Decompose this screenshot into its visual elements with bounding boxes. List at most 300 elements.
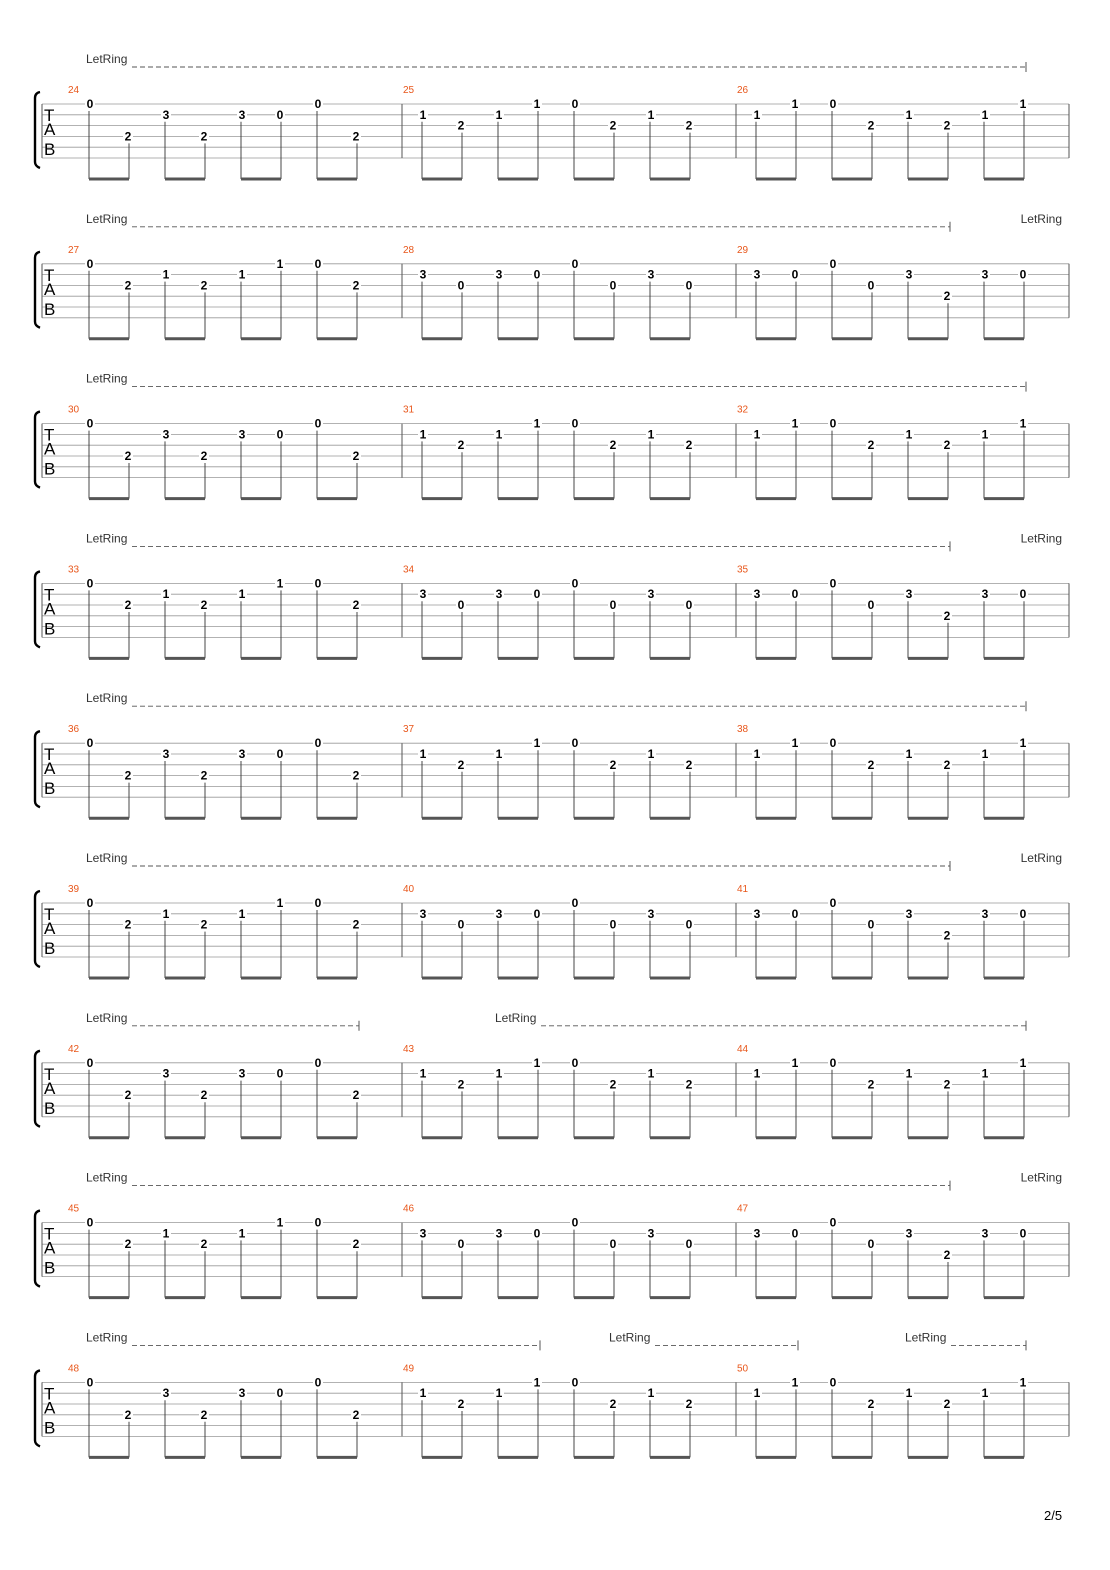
tab-clef-letter: B xyxy=(44,459,56,479)
fret-number: 0 xyxy=(276,1386,284,1401)
bracket xyxy=(35,1051,40,1127)
fret-number: 2 xyxy=(609,118,617,133)
fret-number: 3 xyxy=(647,267,655,282)
let-ring-label: LetRing xyxy=(86,211,128,226)
fret-number: 1 xyxy=(1019,97,1027,111)
measure-number: 25 xyxy=(403,85,415,96)
fret-number: 2 xyxy=(457,1077,465,1092)
fret-number: 0 xyxy=(791,587,799,602)
fret-number: 1 xyxy=(419,107,427,122)
fret-number: 3 xyxy=(647,1226,655,1241)
let-ring-label: LetRing xyxy=(86,1010,128,1025)
fret-number: 0 xyxy=(829,576,837,591)
bracket xyxy=(35,891,40,967)
fret-number: 2 xyxy=(685,1077,693,1092)
fret-number: 1 xyxy=(647,1066,655,1081)
fret-number: 0 xyxy=(86,1375,94,1390)
tab-clef-letter: T xyxy=(44,1224,55,1244)
fret-number: 3 xyxy=(162,107,170,122)
fret-number: 1 xyxy=(647,427,655,442)
tab-system xyxy=(35,1011,1069,1138)
fret-number: 3 xyxy=(647,906,655,921)
tab-clef-letter: B xyxy=(44,619,56,639)
fret-number: 2 xyxy=(352,449,360,463)
tab-system xyxy=(35,851,1069,978)
fret-number: 3 xyxy=(981,906,989,921)
fret-number: 1 xyxy=(647,1386,655,1401)
fret-number: 0 xyxy=(685,917,693,932)
bracket xyxy=(35,1211,40,1287)
fret-number: 1 xyxy=(1019,1055,1027,1070)
measure-number: 31 xyxy=(403,404,415,416)
fret-number: 2 xyxy=(943,1248,951,1262)
let-ring-label: LetRing xyxy=(86,531,128,546)
fret-number: 2 xyxy=(609,438,617,453)
fret-number: 0 xyxy=(609,598,617,612)
fret-number: 0 xyxy=(571,736,579,751)
fret-number: 0 xyxy=(1019,1226,1027,1241)
fret-number: 0 xyxy=(829,896,837,910)
fret-number: 3 xyxy=(162,1066,170,1081)
fret-number: 1 xyxy=(419,1066,427,1081)
measure-number: 33 xyxy=(68,564,80,576)
fret-number: 1 xyxy=(495,1066,503,1081)
fret-number: 0 xyxy=(276,747,284,761)
fret-number: 1 xyxy=(753,107,761,122)
fret-number: 0 xyxy=(314,1215,322,1230)
fret-number: 0 xyxy=(571,416,579,431)
fret-number: 0 xyxy=(571,576,579,591)
measure-number: 39 xyxy=(68,884,80,895)
fret-number: 1 xyxy=(753,427,761,442)
fret-number: 0 xyxy=(86,896,94,910)
fret-number: 2 xyxy=(609,757,617,772)
fret-number: 1 xyxy=(905,1066,913,1081)
fret-number: 2 xyxy=(352,917,360,932)
tab-clef-letter: T xyxy=(44,265,55,285)
fret-number: 0 xyxy=(571,1215,579,1230)
fret-number: 2 xyxy=(457,438,465,453)
measure-number: 42 xyxy=(68,1043,80,1055)
fret-number: 2 xyxy=(943,928,951,943)
fret-number: 2 xyxy=(609,1397,617,1411)
fret-number: 0 xyxy=(685,598,693,612)
fret-number: 0 xyxy=(829,1375,837,1390)
fret-number: 3 xyxy=(238,747,246,761)
fret-number: 1 xyxy=(905,1386,913,1401)
fret-number: 1 xyxy=(791,736,799,751)
fret-number: 3 xyxy=(238,107,246,122)
fret-number: 1 xyxy=(276,576,284,591)
tab-clef-letter: B xyxy=(44,779,56,799)
fret-number: 0 xyxy=(1019,906,1027,921)
fret-number: 0 xyxy=(867,917,875,932)
fret-number: 1 xyxy=(753,747,761,761)
fret-number: 2 xyxy=(457,118,465,133)
tab-clef-letter: A xyxy=(44,1078,56,1098)
fret-number: 1 xyxy=(1019,1375,1027,1390)
fret-number: 2 xyxy=(200,917,208,932)
let-ring-label: LetRing xyxy=(86,691,128,706)
fret-number: 2 xyxy=(124,129,132,144)
fret-number: 0 xyxy=(457,1237,465,1252)
measure-number: 36 xyxy=(68,724,80,736)
fret-number: 2 xyxy=(124,449,132,463)
tab-clef-letter: T xyxy=(44,585,55,605)
fret-number: 1 xyxy=(791,1055,799,1070)
let-ring-label: LetRing xyxy=(609,1330,651,1345)
let-ring-label: LetRing xyxy=(1020,1170,1062,1185)
fret-number: 2 xyxy=(200,768,208,783)
fret-number: 2 xyxy=(124,1407,132,1422)
fret-number: 2 xyxy=(200,129,208,144)
fret-number: 3 xyxy=(495,1226,503,1241)
fret-number: 1 xyxy=(238,587,246,602)
fret-number: 3 xyxy=(238,427,246,442)
tab-clef-letter: T xyxy=(44,106,55,125)
fret-number: 0 xyxy=(314,256,322,271)
fret-number: 3 xyxy=(905,587,913,602)
measure-number: 24 xyxy=(68,85,80,96)
tab-system xyxy=(35,531,1069,658)
fret-number: 3 xyxy=(495,267,503,282)
fret-number: 0 xyxy=(571,97,579,111)
bracket xyxy=(35,731,40,807)
fret-number: 0 xyxy=(829,97,837,111)
fret-number: 0 xyxy=(314,97,322,111)
tab-clef-letter: B xyxy=(44,140,56,159)
fret-number: 2 xyxy=(867,1077,875,1092)
fret-number: 0 xyxy=(533,267,541,282)
fret-number: 3 xyxy=(419,587,427,602)
measure-number: 49 xyxy=(403,1363,415,1375)
fret-number: 2 xyxy=(867,757,875,772)
fret-number: 2 xyxy=(124,1237,132,1252)
fret-number: 2 xyxy=(124,917,132,932)
fret-number: 2 xyxy=(200,1237,208,1252)
fret-number: 2 xyxy=(124,598,132,612)
fret-number: 2 xyxy=(124,278,132,293)
fret-number: 1 xyxy=(981,107,989,122)
fret-number: 1 xyxy=(419,747,427,761)
fret-number: 0 xyxy=(571,1055,579,1070)
let-ring-label: LetRing xyxy=(86,52,128,66)
fret-number: 2 xyxy=(352,278,360,293)
let-ring-label: LetRing xyxy=(1020,851,1062,865)
fret-number: 0 xyxy=(86,576,94,591)
tab-clef-letter: A xyxy=(44,439,56,459)
fret-number: 0 xyxy=(867,598,875,612)
tab-clef-letter: A xyxy=(44,599,56,619)
measure-number: 26 xyxy=(737,85,749,96)
fret-number: 1 xyxy=(419,1386,427,1401)
fret-number: 2 xyxy=(943,289,951,304)
fret-number: 1 xyxy=(419,427,427,442)
fret-number: 1 xyxy=(495,107,503,122)
fret-number: 3 xyxy=(162,427,170,442)
let-ring-label: LetRing xyxy=(1020,531,1062,546)
fret-number: 1 xyxy=(1019,736,1027,751)
measure-number: 30 xyxy=(68,404,80,416)
measure-number: 48 xyxy=(68,1363,80,1375)
tab-clef-letter: B xyxy=(44,299,56,319)
fret-number: 1 xyxy=(238,1226,246,1241)
fret-number: 0 xyxy=(276,427,284,442)
tab-clef-letter: T xyxy=(44,425,55,445)
fret-number: 2 xyxy=(685,1397,693,1411)
fret-number: 1 xyxy=(1019,416,1027,431)
fret-number: 0 xyxy=(314,736,322,751)
fret-number: 2 xyxy=(943,438,951,453)
fret-number: 1 xyxy=(791,416,799,431)
tab-clef-letter: B xyxy=(44,1258,56,1278)
fret-number: 1 xyxy=(981,1386,989,1401)
let-ring-label: LetRing xyxy=(905,1330,947,1345)
fret-number: 2 xyxy=(457,1397,465,1411)
measure-number: 41 xyxy=(737,884,749,895)
fret-number: 3 xyxy=(495,906,503,921)
fret-number: 1 xyxy=(981,747,989,761)
let-ring-label: LetRing xyxy=(1020,211,1062,226)
fret-number: 2 xyxy=(685,118,693,133)
fret-number: 0 xyxy=(314,576,322,591)
fret-number: 1 xyxy=(533,736,541,751)
fret-number: 2 xyxy=(685,757,693,772)
measure-number: 43 xyxy=(403,1043,415,1055)
measure-number: 37 xyxy=(403,724,415,736)
fret-number: 2 xyxy=(352,129,360,144)
tab-clef-letter: T xyxy=(44,745,55,765)
fret-number: 3 xyxy=(647,587,655,602)
bracket xyxy=(35,1370,40,1446)
fret-number: 1 xyxy=(647,107,655,122)
tab-clef-letter: A xyxy=(44,120,56,139)
fret-number: 3 xyxy=(753,1226,761,1241)
fret-number: 2 xyxy=(200,278,208,293)
fret-number: 0 xyxy=(86,1055,94,1070)
fret-number: 3 xyxy=(162,1386,170,1401)
fret-number: 3 xyxy=(495,587,503,602)
tab-clef-letter: B xyxy=(44,939,56,958)
bracket xyxy=(35,412,40,488)
fret-number: 0 xyxy=(609,278,617,293)
let-ring-label: LetRing xyxy=(86,371,128,386)
fret-number: 2 xyxy=(200,1407,208,1422)
fret-number: 1 xyxy=(162,587,170,602)
fret-number: 0 xyxy=(86,1215,94,1230)
fret-number: 3 xyxy=(981,267,989,282)
fret-number: 2 xyxy=(352,768,360,783)
fret-number: 0 xyxy=(1019,587,1027,602)
fret-number: 1 xyxy=(533,1055,541,1070)
fret-number: 0 xyxy=(829,256,837,271)
measure-number: 29 xyxy=(737,244,749,256)
tab-clef-letter: A xyxy=(44,1398,56,1418)
fret-number: 3 xyxy=(905,1226,913,1241)
fret-number: 0 xyxy=(457,278,465,293)
let-ring-label: LetRing xyxy=(86,1330,128,1345)
fret-number: 2 xyxy=(867,118,875,133)
fret-number: 0 xyxy=(86,97,94,111)
fret-number: 2 xyxy=(352,1407,360,1422)
fret-number: 2 xyxy=(943,1077,951,1092)
fret-number: 2 xyxy=(867,1397,875,1411)
fret-number: 0 xyxy=(829,736,837,751)
tab-clef-letter: A xyxy=(44,759,56,779)
fret-number: 3 xyxy=(419,906,427,921)
tab-clef-letter: A xyxy=(44,919,56,938)
fret-number: 2 xyxy=(124,1088,132,1103)
fret-number: 2 xyxy=(943,757,951,772)
fret-number: 3 xyxy=(162,747,170,761)
fret-number: 0 xyxy=(685,1237,693,1252)
fret-number: 0 xyxy=(314,1055,322,1070)
fret-number: 1 xyxy=(495,747,503,761)
fret-number: 0 xyxy=(314,1375,322,1390)
fret-number: 3 xyxy=(753,906,761,921)
fret-number: 2 xyxy=(200,1088,208,1103)
tab-clef-letter: A xyxy=(44,1238,56,1258)
tab-clef-letter: T xyxy=(44,1384,55,1404)
fret-number: 2 xyxy=(943,118,951,133)
tab-clef-letter: T xyxy=(44,905,55,924)
fret-number: 1 xyxy=(162,906,170,921)
fret-number: 0 xyxy=(86,256,94,271)
fret-number: 0 xyxy=(791,1226,799,1241)
fret-number: 1 xyxy=(981,1066,989,1081)
fret-number: 1 xyxy=(533,97,541,111)
fret-number: 2 xyxy=(867,438,875,453)
measure-number: 50 xyxy=(737,1363,749,1375)
measure-number: 34 xyxy=(403,564,415,576)
tab-system xyxy=(35,372,1069,499)
bracket xyxy=(35,252,40,328)
fret-number: 1 xyxy=(495,1386,503,1401)
tab-clef-letter: A xyxy=(44,279,56,299)
measure-number: 28 xyxy=(403,244,415,256)
let-ring-label: LetRing xyxy=(86,851,128,865)
fret-number: 3 xyxy=(238,1066,246,1081)
tab-clef-letter: B xyxy=(44,1098,56,1118)
measure-number: 45 xyxy=(68,1203,80,1215)
fret-number: 2 xyxy=(124,768,132,783)
measure-number: 44 xyxy=(737,1043,749,1055)
tab-system xyxy=(35,691,1069,818)
measure-number: 35 xyxy=(737,564,749,576)
fret-number: 1 xyxy=(238,267,246,282)
fret-number: 1 xyxy=(533,416,541,431)
tab-clef-letter: T xyxy=(44,1064,55,1084)
fret-number: 2 xyxy=(943,608,951,623)
fret-number: 0 xyxy=(609,1237,617,1252)
fret-number: 3 xyxy=(981,1226,989,1241)
fret-number: 0 xyxy=(609,917,617,932)
fret-number: 0 xyxy=(86,416,94,431)
tab-system xyxy=(35,52,1069,179)
fret-number: 1 xyxy=(905,747,913,761)
fret-number: 0 xyxy=(571,1375,579,1390)
fret-number: 0 xyxy=(533,1226,541,1241)
fret-number: 3 xyxy=(753,267,761,282)
fret-number: 3 xyxy=(753,587,761,602)
fret-number: 0 xyxy=(457,917,465,932)
fret-number: 3 xyxy=(238,1386,246,1401)
fret-number: 1 xyxy=(162,1226,170,1241)
fret-number: 0 xyxy=(685,278,693,293)
fret-number: 1 xyxy=(276,256,284,271)
fret-number: 1 xyxy=(495,427,503,442)
tab-system xyxy=(35,212,1069,339)
fret-number: 2 xyxy=(609,1077,617,1092)
fret-number: 0 xyxy=(276,1066,284,1081)
let-ring-label: LetRing xyxy=(86,1170,128,1185)
fret-number: 0 xyxy=(86,736,94,751)
measure-number: 40 xyxy=(403,884,415,895)
measure-number: 38 xyxy=(737,724,749,736)
fret-number: 2 xyxy=(352,1088,360,1103)
fret-number: 0 xyxy=(571,896,579,910)
fret-number: 0 xyxy=(867,1237,875,1252)
fret-number: 0 xyxy=(1019,267,1027,282)
fret-number: 1 xyxy=(238,906,246,921)
fret-number: 0 xyxy=(533,587,541,602)
fret-number: 0 xyxy=(867,278,875,293)
fret-number: 0 xyxy=(533,906,541,921)
fret-number: 0 xyxy=(276,107,284,122)
measure-number: 32 xyxy=(737,404,749,416)
fret-number: 1 xyxy=(276,896,284,910)
fret-number: 2 xyxy=(352,1237,360,1252)
bracket xyxy=(35,92,40,168)
fret-number: 1 xyxy=(981,427,989,442)
tab-system xyxy=(35,1171,1069,1298)
fret-number: 0 xyxy=(829,416,837,431)
fret-number: 1 xyxy=(905,107,913,122)
fret-number: 2 xyxy=(943,1397,951,1411)
let-ring-label: LetRing xyxy=(495,1010,537,1025)
measure-number: 47 xyxy=(737,1203,749,1215)
fret-number: 1 xyxy=(753,1386,761,1401)
fret-number: 2 xyxy=(200,449,208,463)
fret-number: 0 xyxy=(571,256,579,271)
fret-number: 3 xyxy=(419,267,427,282)
measure-number: 46 xyxy=(403,1203,415,1215)
fret-number: 1 xyxy=(533,1375,541,1390)
tab-clef-letter: B xyxy=(44,1418,56,1438)
page-number: 2/5 xyxy=(1044,1508,1063,1523)
fret-number: 1 xyxy=(276,1215,284,1230)
fret-number: 2 xyxy=(352,598,360,612)
fret-number: 0 xyxy=(791,906,799,921)
fret-number: 1 xyxy=(753,1066,761,1081)
fret-number: 2 xyxy=(457,757,465,772)
measure-number: 27 xyxy=(68,244,80,256)
fret-number: 1 xyxy=(647,747,655,761)
fret-number: 2 xyxy=(685,438,693,453)
fret-number: 0 xyxy=(829,1215,837,1230)
fret-number: 3 xyxy=(419,1226,427,1241)
fret-number: 2 xyxy=(200,598,208,612)
fret-number: 1 xyxy=(791,1375,799,1390)
fret-number: 0 xyxy=(314,896,322,910)
tab-system xyxy=(35,1330,1069,1457)
fret-number: 3 xyxy=(981,587,989,602)
fret-number: 0 xyxy=(791,267,799,282)
fret-number: 0 xyxy=(314,416,322,431)
fret-number: 0 xyxy=(829,1055,837,1070)
bracket xyxy=(35,571,40,647)
fret-number: 1 xyxy=(791,97,799,111)
